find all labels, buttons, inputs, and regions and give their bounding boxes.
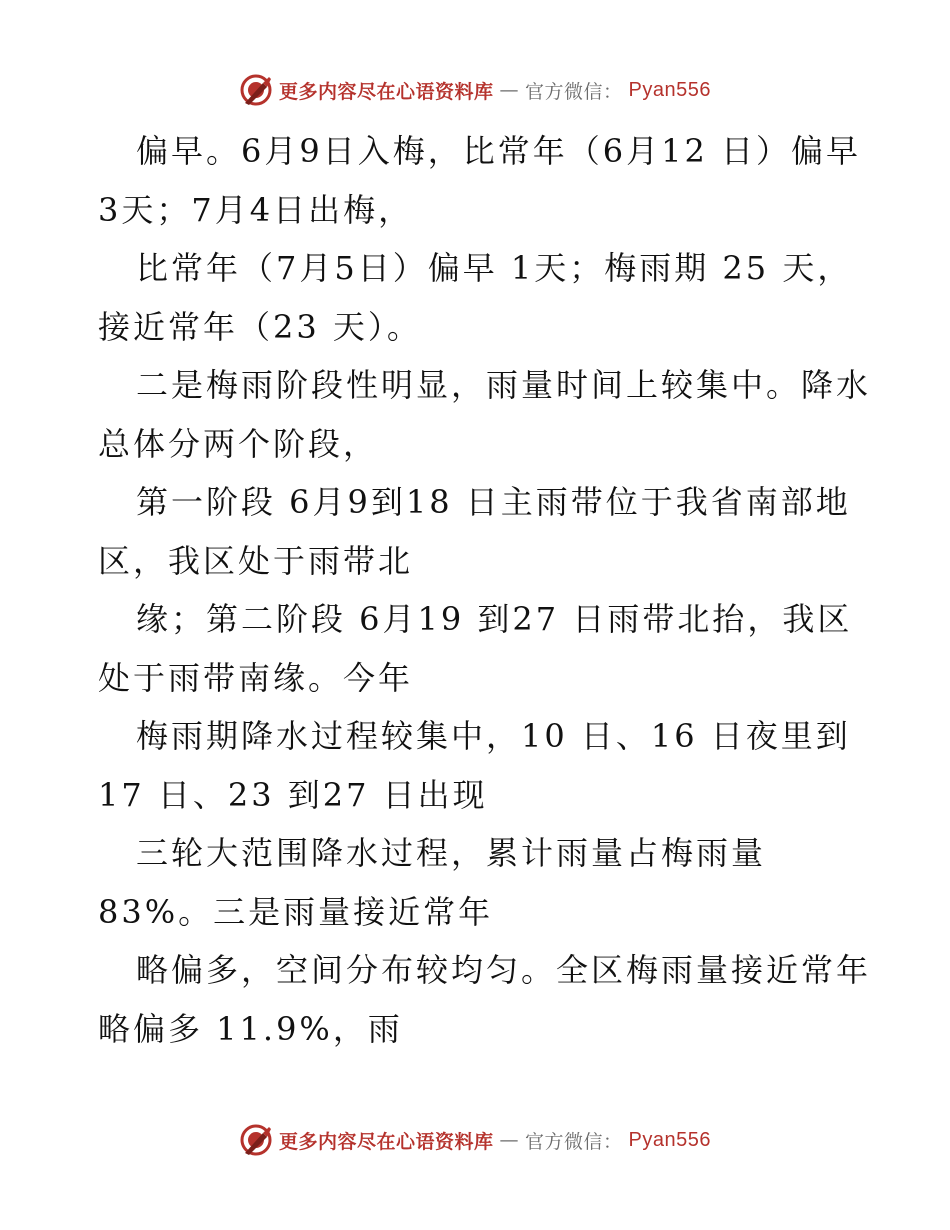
text-line: 区，我区处于雨带北 (98, 541, 414, 580)
banner-official-label: 官方微信： (525, 80, 623, 103)
text-line: 比常年（7月5日）偏早 1天；梅雨期 25 天， (136, 249, 853, 287)
document-body (98, 122, 872, 1058)
text-line: 三轮大范围降水过程，累计雨量占梅雨量 (136, 834, 767, 872)
text-line: 接近常年（23 天）。 (98, 307, 422, 346)
text-line: 略偏多 11.9%，雨 (98, 1009, 403, 1048)
text-line: 83%。三是雨量接近常年 (98, 892, 494, 931)
text-line: 梅雨期降水过程较集中，10 日、16 日夜里到 (136, 717, 851, 755)
text-line: 第一阶段 6月9到18 日主雨带位于我省南部地 (136, 483, 851, 521)
text-line: 处于雨带南缘。今年 (98, 658, 414, 697)
text-line: 缘；第二阶段 6月19 到27 日雨带北抬，我区 (136, 600, 853, 638)
footer-banner (0, 1120, 950, 1160)
banner-wechat-id: Pyan556 (628, 78, 711, 101)
banner-dash: — (499, 79, 520, 101)
text-line: 二是梅雨阶段性明显，雨量时间上较集中。降水 (136, 366, 872, 404)
text-line: 略偏多，空间分布较均匀。全区梅雨量接近常年 (136, 951, 872, 989)
banner-main-text: 更多内容尽在心语资料库 (279, 80, 494, 103)
text-line: 偏早。6月9日入梅，比常年（6月12 日）偏早 (136, 132, 861, 170)
header-banner-content (239, 73, 711, 107)
header-banner (0, 70, 950, 110)
banner-wechat-id: Pyan556 (628, 1128, 711, 1151)
text-line: 3天；7月4日出梅， (98, 190, 414, 229)
banner-official-label: 官方微信： (525, 1130, 623, 1153)
banner-main-text: 更多内容尽在心语资料库 (279, 1130, 494, 1153)
text-line: 17 日、23 到27 日出现 (98, 775, 488, 814)
footer-banner-content (239, 1123, 711, 1157)
text-line: 总体分两个阶段， (98, 424, 379, 463)
banner-dash: — (499, 1129, 520, 1151)
pen-logo-icon (239, 1123, 273, 1157)
pen-logo-icon (239, 73, 273, 107)
